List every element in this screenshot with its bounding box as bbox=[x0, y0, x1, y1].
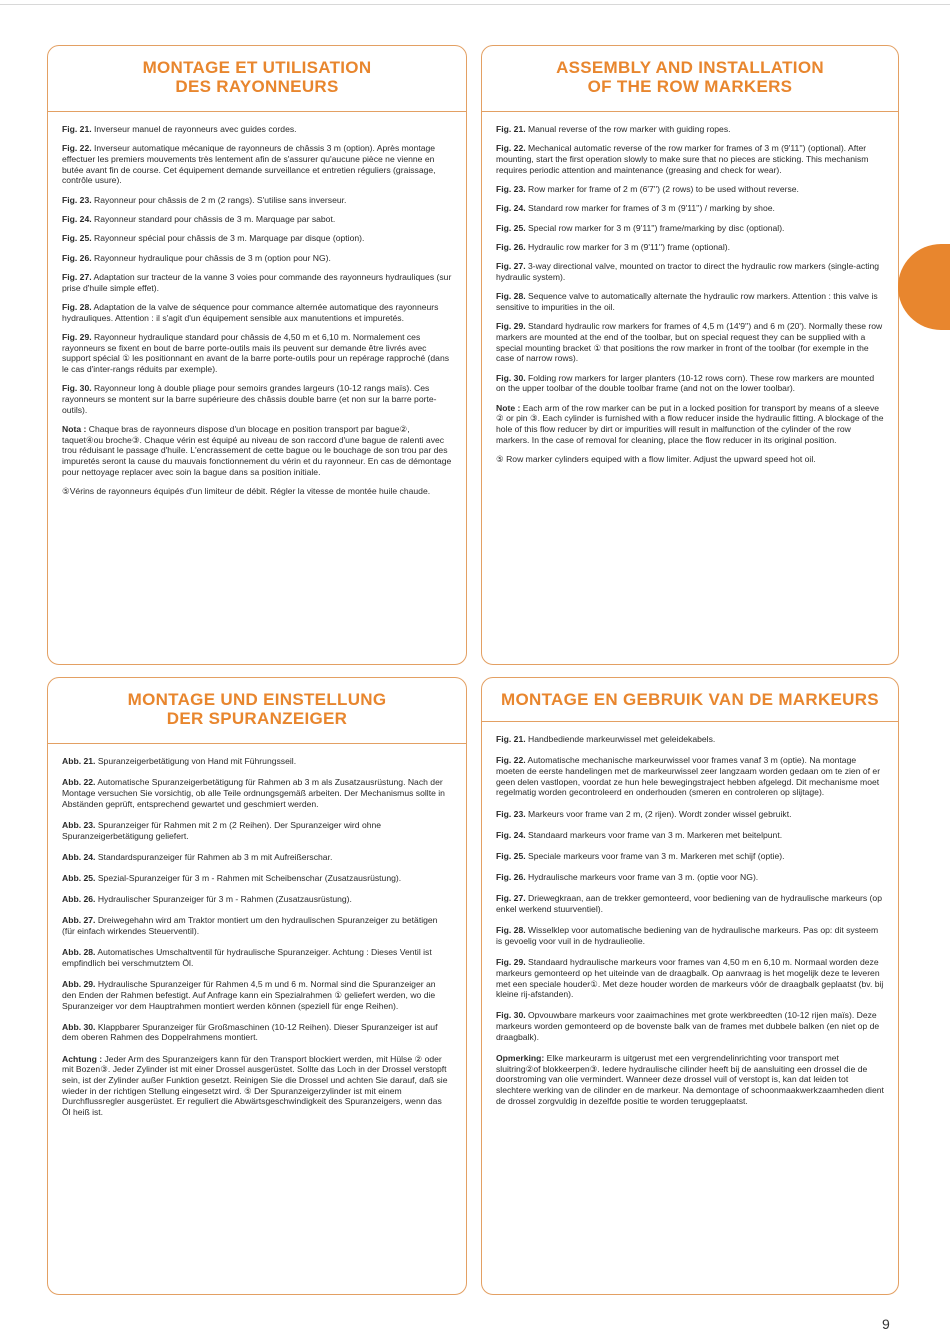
figure-label: Fig. 21. bbox=[62, 124, 92, 134]
section-dutch bbox=[481, 677, 899, 1295]
paragraph-text: Rayonneur hydraulique pour châssis de 3 m (option pour NG). bbox=[91, 252, 331, 263]
paragraph bbox=[496, 1010, 884, 1042]
title-line-1: MONTAGE ET UTILISATION bbox=[142, 58, 372, 77]
paragraph bbox=[496, 734, 884, 745]
figure-label: Abb. 30. bbox=[62, 1021, 96, 1032]
figure-label: Abb. 26. bbox=[62, 894, 96, 905]
figure-label: Note : bbox=[496, 402, 521, 413]
title-line-2: DER SPURANZEIGER bbox=[166, 709, 348, 728]
paragraph-text: Hydraulische Spuranzeiger für Rahmen 4,5 m und 6 m. Normal sind die Spuranzeiger an den Enden der Rahmen befestigt. Auf Anfrage kann ein Spezialrahmen ① geliefert werden, wo die Spuranzeiger vor dem Hauptrahmen montiert werden können (speziell für enge Reihen). bbox=[62, 979, 436, 1011]
paragraph-text: Standardspuranzeiger für Rahmen ab 3 m mit Aufreißerschar. bbox=[95, 851, 333, 862]
paragraph-text: Automatische Spuranzeigerbetätigung für Rahmen ab 3 m als Zusatzausrüstung. Nach der Montage versuchen Sie vorsichtig, ob alle Teile ordnungsgemäß arbeiten. Der Mechanismus sollte in Abständen geprüft, entsprechend gewartet und geschmiert werden. bbox=[62, 777, 445, 809]
figure-label: Fig. 27. bbox=[62, 271, 92, 282]
paragraph-text: Adaptation de la valve de séquence pour commance alternée automatique des rayonneurs hydrauliques. Attention : il s'agit d'un équipement sensible aux manutentions et impuretés. bbox=[62, 301, 439, 323]
paragraph-text: Each arm of the row marker can be put in a locked position for transport by means of a sleeve ② or pin ③. Each cylinder is furnished with a flow reducer inside the hydraulic fitting. A blockage of the hole of this flow reducer by dirt or impurities will result in malfunction of the cylinder of the row markers. In the case of removal for cleaning, place the flow reducer in its original position. bbox=[496, 402, 884, 445]
figure-label: Abb. 23. bbox=[62, 819, 96, 830]
paragraph bbox=[62, 486, 452, 497]
paragraph-text: Klappbarer Spuranzeiger für Großmaschinen (10-12 Reihen). Dieser Spuranzeiger ist auf dem oberen Rahmen des Doppelrahmens montiert. bbox=[62, 1021, 438, 1043]
paragraph-text: Automatisches Umschaltventil für hydraulische Spuranzeiger. Achtung : Dieses Ventil ist empfindlich bei verschmutztem Öl. bbox=[62, 947, 432, 968]
figure-label: Abb. 21. bbox=[62, 756, 96, 766]
chapter-tab bbox=[898, 244, 950, 330]
paragraph-text: Standaard hydraulische markeurs voor frames van 4,50 m en 6,10 m. Normaal worden deze markeurs gemonteerd op het uiteinde van de draagbalk. Op aanvraag is het mogelijk deze te leveren met een speciale houder①. Met deze houder worden de markeurs vóór de draagbalk geplaatst (bv. bij kleine rij-afstanden). bbox=[496, 957, 884, 1000]
paragraph-text: Hydraulischer Spuranzeiger für 3 m - Rahmen (Zusatzausrüstung). bbox=[95, 894, 352, 905]
section-body bbox=[482, 112, 898, 465]
figure-label: Fig. 26. bbox=[496, 872, 526, 883]
figure-label: Fig. 30. bbox=[496, 1010, 526, 1021]
paragraph bbox=[496, 851, 884, 862]
figure-label: Fig. 26. bbox=[496, 241, 526, 252]
paragraph-text: Markeurs voor frame van 2 m, (2 rijen). Wordt zonder wissel gebruikt. bbox=[525, 808, 792, 819]
paragraph-text: Driewegkraan, aan de trekker gemonteerd, voor bediening van de hydraulische markeurs (op enkel werkend stuurventiel). bbox=[496, 893, 882, 915]
figure-label: Fig. 30. bbox=[496, 372, 526, 383]
paragraph-text: Hydraulic row marker for 3 m (9'11'') frame (optional). bbox=[525, 241, 730, 252]
title-line-2: OF THE ROW MARKERS bbox=[587, 77, 793, 96]
paragraph bbox=[62, 820, 452, 841]
paragraph bbox=[496, 291, 884, 312]
figure-label: Abb. 29. bbox=[62, 979, 96, 990]
paragraph-text: Mechanical automatic reverse of the row marker for frames of 3 m (9'11'') (optional). After mounting, start the first operation slowly to make sure that no pieces are sticking. This mechanism requires periodic attention and maintenance (greasing and check for wear). bbox=[496, 143, 869, 175]
paragraph-text: Elke markeurarm is uitgerust met een vergrendelinrichting voor transport met sluitring②of blokkeerpen③. Iedere hydraulische cilinder heeft bij de aansluiting een drossel die de doorstroming van olie vermindert. Wanneer deze drossel vuil of verstopt is, kan dat leiden tot slechtere werking van de cilinder en de markeur. Na demontage of schoonmaakwerkzaamheden dient de drossel zorgvuldig in dezelfde positie te worden teruggeplaatst. bbox=[496, 1053, 884, 1106]
paragraph bbox=[62, 195, 452, 206]
section-german bbox=[47, 677, 467, 1295]
figure-label: Fig. 21. bbox=[496, 734, 526, 744]
paragraph bbox=[496, 124, 884, 135]
figure-label: Nota : bbox=[62, 424, 87, 434]
figure-label: Fig. 28. bbox=[496, 291, 526, 302]
title-line-2: DES RAYONNEURS bbox=[175, 77, 339, 96]
figure-label: Fig. 22. bbox=[496, 755, 526, 766]
paragraph bbox=[496, 321, 884, 364]
paragraph bbox=[62, 915, 452, 936]
figure-label: Fig. 30. bbox=[62, 383, 92, 394]
paragraph-text: Inverseur manuel de rayonneurs avec guides cordes. bbox=[91, 124, 297, 134]
figure-label: Abb. 28. bbox=[62, 947, 96, 958]
section-english bbox=[481, 45, 899, 665]
paragraph-text: Sequence valve to automatically alternate the hydraulic row markers. Attention : this valve is sensitive to impurities in the oil. bbox=[496, 291, 878, 312]
paragraph bbox=[496, 454, 884, 465]
figure-label: Fig. 29. bbox=[62, 331, 92, 342]
paragraph bbox=[62, 272, 452, 293]
paragraph-text: Rayonneur pour châssis de 2 m (2 rangs). S'utilise sans inverseur. bbox=[91, 194, 347, 205]
paragraph bbox=[62, 233, 452, 244]
paragraph bbox=[62, 894, 452, 905]
figure-label: Fig. 22. bbox=[62, 143, 92, 154]
paragraph bbox=[62, 777, 452, 809]
figure-label: Fig. 29. bbox=[496, 321, 526, 332]
paragraph-text: Rayonneur long à double pliage pour semoirs grandes largeurs (10-12 rangs maïs). Ces rayonneurs se montent sur la barre supérieure des châssis double barre (et non sur la barre porte-outils). bbox=[62, 383, 437, 415]
figure-label: Fig. 23. bbox=[496, 808, 526, 819]
figure-label: Fig. 27. bbox=[496, 893, 526, 904]
paragraph bbox=[496, 242, 884, 253]
paragraph bbox=[496, 203, 884, 214]
paragraph-text: Jeder Arm des Spuranzeigers kann für den Transport blockiert werden, mit Hülse ② oder mit Bozen③. Jeder Zylinder ist mit einer Drossel ausgerüstet. Sollte das Loch in der Drossel verstopft sein, ist der Zylinder außer Funktion gesetzt. Reinigen Sie die Drossel und achten Sie darauf, daß sie wieder in der richtigen Stellung eingesetzt wird. ⑤ Der Spuranzeigerzylinder ist mit einem Durchflussregler ausgerüstet. Er reguliert die Abwärtsgeschwindigkeit des Spuranzeigers, wenn das Öl heiß ist. bbox=[62, 1053, 448, 1118]
paragraph-text: Folding row markers for larger planters (10-12 rows corn). These row markers are mounted on the upper toolbar of the double toolbar frame (and not on the lower toolbar). bbox=[496, 372, 875, 394]
section-title bbox=[482, 46, 898, 112]
paragraph bbox=[62, 1022, 452, 1043]
figure-label: Fig. 24. bbox=[496, 203, 526, 214]
figure-label: Fig. 25. bbox=[62, 233, 92, 244]
paragraph-text: Special row marker for 3 m (9'11'') frame/marking by disc (optional). bbox=[525, 222, 785, 233]
paragraph-text: Standard row marker for frames of 3 m (9'11'') / marking by shoe. bbox=[525, 203, 775, 214]
figure-label: Fig. 28. bbox=[496, 925, 526, 936]
paragraph bbox=[62, 253, 452, 264]
paragraph-text: Rayonneur standard pour châssis de 3 m. Marquage par sabot. bbox=[91, 214, 336, 224]
figure-label: Fig. 21. bbox=[496, 124, 526, 134]
paragraph bbox=[496, 872, 884, 883]
section-body bbox=[48, 112, 466, 497]
title-line-1: ASSEMBLY AND INSTALLATION bbox=[556, 58, 824, 77]
paragraph bbox=[496, 830, 884, 841]
paragraph bbox=[62, 302, 452, 323]
paragraph-text: Rayonneur hydraulique standard pour châssis de 4,50 m et 6,10 m. Normalement ces rayonneurs se fixent en bout de barre porte-outils mais ils peuvent sur demande être livrés avec support spécial ① les positionnant en avant de la barre porte-outils pour un repérage rapproché (dans le cas d'inter-rangs réduits par exemple). bbox=[62, 331, 450, 374]
figure-label: Fig. 29. bbox=[496, 957, 526, 968]
paragraph-text: Manual reverse of the row marker with guiding ropes. bbox=[525, 124, 731, 134]
paragraph bbox=[496, 143, 884, 175]
paragraph-text: Automatische mechanische markeurwissel voor frames vanaf 3 m (optie). Na montage moeten de eerste handelingen met de markeurwissel zeer langzaam worden gedaan om te zien of er geen delen vastlopen, voordat ze hun hele bewegingstraject hebben afgelegd. Dit mechanisme moet regelmatig worden gecontroleerd en onderhouden (smeren en controleren op slijtage). bbox=[496, 755, 881, 798]
figure-label: Fig. 25. bbox=[496, 850, 526, 861]
figure-label: Fig. 26. bbox=[62, 252, 92, 263]
paragraph bbox=[496, 184, 884, 195]
figure-label: Fig. 28. bbox=[62, 301, 92, 312]
section-body bbox=[48, 744, 466, 1118]
paragraph bbox=[62, 124, 452, 135]
paragraph bbox=[62, 979, 452, 1011]
paragraph-text: Spuranzeiger für Rahmen mit 2 m (2 Reihen). Der Spuranzeiger wird ohne Spuranzeigerbetätigung geliefert. bbox=[62, 819, 382, 841]
figure-label: Fig. 23. bbox=[62, 194, 92, 205]
paragraph-text: Row marker for frame of 2 m (6'7'') (2 rows) to be used without reverse. bbox=[525, 184, 799, 194]
paragraph-text: Speciale markeurs voor frame van 3 m. Markeren met schijf (optie). bbox=[525, 850, 785, 861]
paragraph bbox=[496, 893, 884, 914]
paragraph bbox=[496, 261, 884, 282]
figure-label: Abb. 24. bbox=[62, 851, 96, 862]
paragraph bbox=[62, 383, 452, 415]
paragraph-text: ⑤ Row marker cylinders equiped with a flow limiter. Adjust the upward speed hot oil. bbox=[496, 454, 816, 464]
paragraph bbox=[496, 957, 884, 1000]
paragraph bbox=[62, 214, 452, 225]
paragraph-text: Opvouwbare markeurs voor zaaimachines met grote werkbreedten (10-12 rijen maïs). Deze markeurs worden gemonteerd op de bovenste balk van de frames met dubbele balken (en niet op de draagbalk). bbox=[496, 1010, 880, 1042]
paragraph bbox=[62, 756, 452, 767]
paragraph bbox=[496, 809, 884, 820]
figure-label: Fig. 25. bbox=[496, 222, 526, 233]
paragraph-text: Rayonneur spécial pour châssis de 3 m. Marquage par disque (option). bbox=[91, 233, 365, 244]
paragraph bbox=[496, 373, 884, 394]
paragraph-text: Chaque bras de rayonneurs dispose d'un blocage en position transport par bague②, taquet④ou broche③. Chaque vérin est équipé au niveau de son raccord d'une bague de ralenti avec trou réduisant le passage d'huile. L'encrassement de cette bague ou le bouchage de son trou par des impuretés seront la cause du mauvais fonctionnement du vérin et du rayonneur. En cas de démontage pour nettoyage replacer avec soin la bague dans sa position initiale. bbox=[62, 424, 452, 477]
paragraph-text: Hydraulische markeurs voor frame van 3 m. (optie voor NG). bbox=[525, 872, 759, 883]
paragraph-text: Inverseur automatique mécanique de rayonneurs de châssis 3 m (option). Après montage effectuer les premiers mouvements très lentement afin de s'assurer qu'aucune pièce ne vienne en butée avant fin de course. Cet équipement demande surveillance et entretien réguliers (graissage, contrôle usure). bbox=[62, 143, 436, 186]
paragraph bbox=[496, 925, 884, 946]
title-line-1: MONTAGE UND EINSTELLUNG bbox=[127, 690, 387, 709]
figure-label: Fig. 24. bbox=[496, 829, 526, 840]
figure-label: Fig. 22. bbox=[496, 143, 526, 154]
paragraph-text: Adaptation sur tracteur de la vanne 3 voies pour commande des rayonneurs hydrauliques (sur prise d'huile simple effet). bbox=[62, 271, 452, 293]
paragraph bbox=[496, 223, 884, 234]
figure-label: Abb. 25. bbox=[62, 872, 96, 883]
paragraph bbox=[62, 143, 452, 186]
paragraph bbox=[62, 873, 452, 884]
figure-label: Achtung : bbox=[62, 1053, 103, 1064]
paragraph bbox=[496, 403, 884, 446]
paragraph-text: Spuranzeigerbetätigung von Hand mit Führungsseil. bbox=[95, 756, 297, 766]
paragraph bbox=[62, 852, 452, 863]
section-french bbox=[47, 45, 467, 665]
paragraph bbox=[496, 755, 884, 798]
paragraph-text: Wisselklep voor automatische bediening van de hydraulische markeurs. Pas op: dit systeem is gevoelig voor vuil in de hydraulieolie. bbox=[496, 925, 879, 946]
paragraph bbox=[62, 1054, 452, 1118]
paragraph bbox=[496, 1053, 884, 1107]
page-number: 9 bbox=[882, 1316, 890, 1332]
paragraph-text: ⑤Vérins de rayonneurs équipés d'un limiteur de débit. Régler la vitesse de montée huile chaude. bbox=[62, 486, 431, 497]
paragraph-text: 3-way directional valve, mounted on tractor to direct the hydraulic row markers (single-acting hydraulic system). bbox=[496, 261, 880, 282]
paragraph-text: Spezial-Spuranzeiger für 3 m - Rahmen mit Scheibenschar (Zusatzausrüstung). bbox=[95, 872, 402, 883]
paragraph-text: Standaard markeurs voor frame van 3 m. Markeren met beitelpunt. bbox=[525, 829, 783, 840]
page-top-rule bbox=[0, 4, 950, 5]
paragraph-text: Dreiwegehahn wird am Traktor montiert um den hydraulischen Spuranzeiger zu betätigen (für einfach wirkendes Steuerventil). bbox=[62, 915, 438, 937]
paragraph-text: Handbediende markeurwissel met geleidekabels. bbox=[525, 734, 716, 744]
section-title bbox=[48, 46, 466, 112]
paragraph-text: Standard hydraulic row markers for frames of 4,5 m (14'9'') and 6 m (20'). Normally these row markers are mounted at the end of the toolbar, but on special request they can be supplied with a special mounting bracket ① that positions the row marker in front of the toolbar (for exemple in the case of narrow rows). bbox=[496, 321, 883, 364]
section-title bbox=[48, 678, 466, 744]
paragraph bbox=[62, 424, 452, 478]
figure-label: Abb. 27. bbox=[62, 915, 96, 926]
section-body bbox=[482, 722, 898, 1107]
figure-label: Opmerking: bbox=[496, 1053, 545, 1064]
paragraph bbox=[62, 332, 452, 375]
figure-label: Abb. 22. bbox=[62, 777, 96, 788]
figure-label: Fig. 23. bbox=[496, 184, 526, 194]
title-line-1: MONTAGE EN GEBRUIK VAN DE MARKEURS bbox=[501, 690, 879, 709]
figure-label: Fig. 24. bbox=[62, 214, 92, 224]
paragraph bbox=[62, 947, 452, 968]
figure-label: Fig. 27. bbox=[496, 261, 526, 272]
section-title bbox=[482, 678, 898, 722]
